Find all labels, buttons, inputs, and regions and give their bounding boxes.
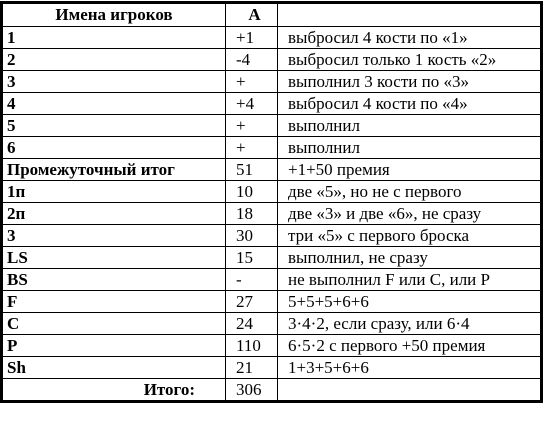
- row-note-cell: 3·4·2, если сразу, или 6·4: [278, 313, 541, 335]
- row-score-cell: 10: [226, 181, 278, 203]
- table-row: [3, 159, 541, 181]
- row-name-cell: 3: [3, 71, 226, 93]
- row-note-cell: 5+5+5+6+6: [278, 291, 541, 313]
- total-label-cell: Итого:: [3, 379, 226, 401]
- row-name-cell: 2п: [3, 203, 226, 225]
- row-score-cell: -4: [226, 49, 278, 71]
- row-score-cell: 15: [226, 247, 278, 269]
- row-score-cell: 18: [226, 203, 278, 225]
- total-score-cell: 306: [226, 379, 278, 401]
- score-table: [2, 3, 541, 401]
- table-row: [3, 225, 541, 247]
- table-row: [3, 269, 541, 291]
- row-name-cell: F: [3, 291, 226, 313]
- row-note-cell: выполнил 3 кости по «3»: [278, 71, 541, 93]
- header-names-cell: Имена игроков: [3, 4, 226, 27]
- row-name-cell: BS: [3, 269, 226, 291]
- row-score-cell: -: [226, 269, 278, 291]
- header-player-cell: A: [226, 4, 278, 27]
- row-note-cell: выбросил 4 кости по «1»: [278, 27, 541, 49]
- row-score-cell: +4: [226, 93, 278, 115]
- row-name-cell: 4: [3, 93, 226, 115]
- row-name-cell: 2: [3, 49, 226, 71]
- table-total-row: [3, 379, 541, 401]
- table-row: [3, 49, 541, 71]
- table-row: [3, 71, 541, 93]
- row-note-cell: две «5», но не с первого: [278, 181, 541, 203]
- row-score-cell: 24: [226, 313, 278, 335]
- row-name-cell: 5: [3, 115, 226, 137]
- row-note-cell: +1+50 премия: [278, 159, 541, 181]
- row-note-cell: выбросил 4 кости по «4»: [278, 93, 541, 115]
- table-row: [3, 247, 541, 269]
- row-score-cell: +: [226, 137, 278, 159]
- row-note-cell: выбросил только 1 кость «2»: [278, 49, 541, 71]
- total-note-cell: [278, 379, 541, 401]
- row-name-cell: 1п: [3, 181, 226, 203]
- table-row: [3, 357, 541, 379]
- row-score-cell: 27: [226, 291, 278, 313]
- table-row: [3, 115, 541, 137]
- row-score-cell: 21: [226, 357, 278, 379]
- table-row: [3, 27, 541, 49]
- table-row: [3, 291, 541, 313]
- row-note-cell: выполнил: [278, 137, 541, 159]
- row-name-cell: Sh: [3, 357, 226, 379]
- row-note-cell: выполнил: [278, 115, 541, 137]
- row-name-cell: Промежуточный итог: [3, 159, 226, 181]
- row-note-cell: две «3» и две «6», не сразу: [278, 203, 541, 225]
- table-header-row: [3, 4, 541, 27]
- header-note-cell: [278, 4, 541, 27]
- row-score-cell: 30: [226, 225, 278, 247]
- row-score-cell: 110: [226, 335, 278, 357]
- table-row: [3, 203, 541, 225]
- row-name-cell: 6: [3, 137, 226, 159]
- row-note-cell: не выполнил F или C, или P: [278, 269, 541, 291]
- row-score-cell: +1: [226, 27, 278, 49]
- row-name-cell: 3: [3, 225, 226, 247]
- row-name-cell: C: [3, 313, 226, 335]
- row-note-cell: 1+3+5+6+6: [278, 357, 541, 379]
- table-row: [3, 137, 541, 159]
- row-note-cell: 6·5·2 с первого +50 премия: [278, 335, 541, 357]
- row-note-cell: три «5» с первого броска: [278, 225, 541, 247]
- table-row: [3, 181, 541, 203]
- row-name-cell: LS: [3, 247, 226, 269]
- row-score-cell: +: [226, 115, 278, 137]
- row-score-cell: 51: [226, 159, 278, 181]
- row-name-cell: P: [3, 335, 226, 357]
- table-row: [3, 313, 541, 335]
- row-note-cell: выполнил, не сразу: [278, 247, 541, 269]
- table-row: [3, 93, 541, 115]
- row-score-cell: +: [226, 71, 278, 93]
- table-row: [3, 335, 541, 357]
- row-name-cell: 1: [3, 27, 226, 49]
